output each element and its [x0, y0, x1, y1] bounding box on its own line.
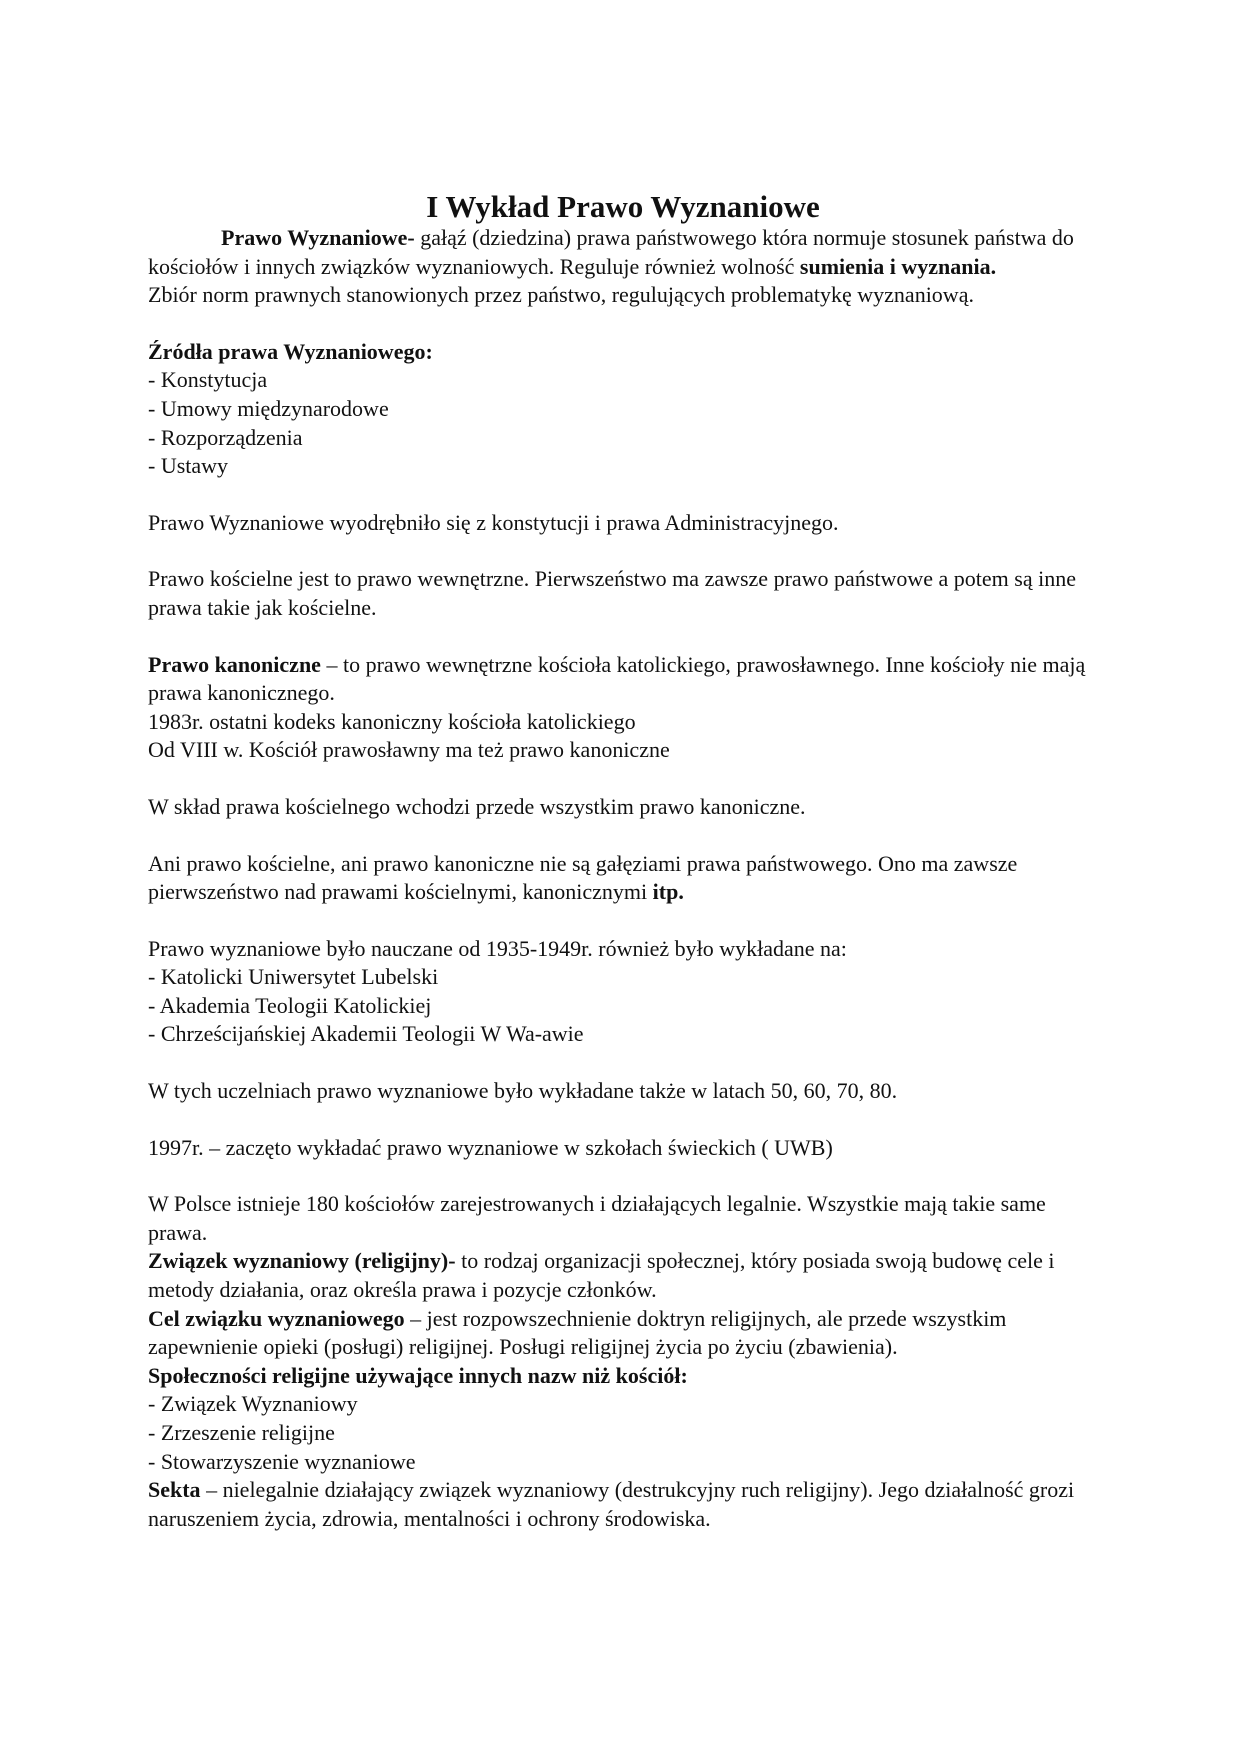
sources-heading [148, 338, 1098, 367]
spacer [148, 1162, 1098, 1190]
document-page [148, 188, 1098, 1533]
spacer [148, 1049, 1098, 1077]
definition-text: gałąź (dziedzina) prawa państwowego która normuje stosunek państwa do kościołów i innych związków wyznaniowych. Reguluje również wolność [148, 225, 1074, 279]
list-item: - Rozporządzenia [148, 424, 303, 450]
list-item: - Stowarzyszenie wyznaniowe [148, 1448, 416, 1474]
sect-term: Sekta [148, 1477, 201, 1503]
list-item: - Zrzeszenie religijne [148, 1420, 335, 1445]
churches-count-paragraph: W Polsce istnieje 180 kościołów zarejestrowanych i działających legalnie. Wszystkie mają takie same prawa. [148, 1191, 1046, 1245]
composition-paragraph: W skład prawa kościelnego wchodzi przede wszystkim prawo kanoniczne. [148, 793, 806, 819]
canon-law-paragraph [148, 651, 1098, 708]
goal-paragraph [148, 1305, 1098, 1362]
list-item: - Akademia Teologii Katolickiej [148, 992, 432, 1018]
definition-bold-tail: sumienia i wyznania. [799, 253, 997, 279]
sources-heading-text: Źródła prawa Wyznaniowego: [148, 338, 433, 364]
spacer [148, 907, 1098, 935]
list-item: - Związek Wyznaniowy [148, 1391, 358, 1417]
canon-law-text: – to prawo wewnętrzne kościoła katolickiego, prawosławnego. Inne kościoły nie mają prawa kanonicznego. [148, 651, 1086, 706]
spacer [148, 537, 1098, 565]
canon-law-line-2: 1983r. ostatni kodeks kanoniczny kościoła katolickiego [148, 708, 636, 734]
definition-paragraph [148, 224, 1098, 281]
spacer [148, 310, 1098, 338]
association-text: to rodzaj organizacji społecznej, który posiada swoją budowę cele i metody działania, oraz określa prawa i pozycje członków. [148, 1248, 1055, 1303]
document-title: I Wykład Prawo Wyznaniowe [426, 189, 820, 224]
spacer [148, 481, 1098, 509]
separation-paragraph: Prawo Wyznaniowe wyodrębniło się z konstytucji i prawa Administracyjnego. [148, 509, 839, 535]
other-names-heading-text: Społeczności religijne używające innych nazw niż kościół: [148, 1362, 688, 1388]
definition-line-2: Zbiór norm prawnych stanowionych przez państwo, regulujących problematykę wyznaniową. [148, 282, 974, 308]
year-1997-paragraph: 1997r. – zaczęto wykładać prawo wyznaniowe w szkołach świeckich ( UWB) [148, 1134, 833, 1160]
sect-text: – nielegalnie działający związek wyznaniowy (destrukcyjny ruch religijny). Jego działalność grozi naruszeniem życia, zdrowia, mentalności i ochrony środowiska. [148, 1477, 1075, 1531]
spacer [148, 822, 1098, 850]
association-paragraph [148, 1247, 1098, 1304]
definition-term: Prawo Wyznaniowe- [221, 225, 415, 250]
sect-paragraph [148, 1476, 1098, 1533]
spacer [148, 623, 1098, 651]
list-item: - Ustawy [148, 453, 229, 479]
list-item: - Katolicki Uniwersytet Lubelski [148, 964, 439, 990]
other-names-heading [148, 1362, 1098, 1391]
neither-bold: itp. [652, 879, 684, 905]
goal-text: – jest rozpowszechnienie doktryn religijnych, ale przede wszystkim zapewnienie opieki (posługi) religijnej. Posługi religijnej życia po życiu (zbawienia). [148, 1305, 1007, 1360]
list-item: - Umowy międzynarodowe [148, 395, 389, 421]
spacer [148, 765, 1098, 793]
decades-paragraph: W tych uczelniach prawo wyznaniowe było wykładane także w latach 50, 60, 70, 80. [148, 1078, 898, 1104]
spacer [148, 1106, 1098, 1134]
canon-law-line-3: Od VIII w. Kościół prawosławny ma też prawo kanoniczne [148, 737, 670, 763]
list-item: - Konstytucja [148, 367, 268, 393]
church-law-paragraph: Prawo kościelne jest to prawo wewnętrzne. Pierwszeństwo ma zawsze prawo państwowe a potem są inne prawa takie jak kościelne. [148, 566, 1076, 620]
neither-paragraph [148, 850, 1098, 907]
goal-term: Cel związku wyznaniowego [148, 1305, 405, 1331]
list-item: - Chrześcijańskiej Akademii Teologii W Wa-awie [148, 1021, 584, 1047]
association-term: Związek wyznaniowy (religijny)- [148, 1248, 456, 1274]
taught-intro: Prawo wyznaniowe było nauczane od 1935-1949r. również było wykładane na: [148, 935, 847, 961]
canon-law-term: Prawo kanoniczne [148, 651, 321, 677]
neither-text: Ani prawo kościelne, ani prawo kanoniczne nie są gałęziami prawa państwowego. Ono ma zawsze pierwszeństwo nad prawami kościelnymi, kanonicznymi [148, 850, 1018, 905]
